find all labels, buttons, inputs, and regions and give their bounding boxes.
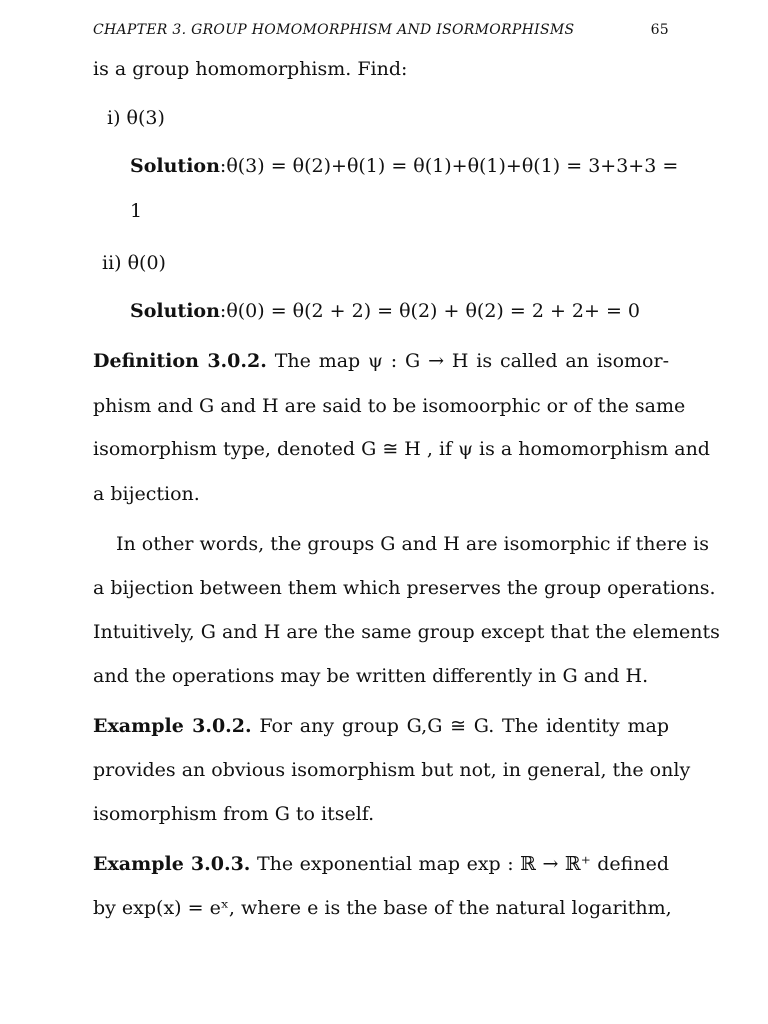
item-2-solution — [130, 299, 669, 323]
intro-line: is a group homomorphism. Find: — [93, 58, 408, 80]
solution-text: :θ(3) = θ(2)+θ(1) = θ(1)+θ(1)+θ(1) = 3+3+3 = — [219, 155, 679, 177]
item-1-label: i) θ(3) — [107, 107, 165, 129]
example-2-line-1: Example 3.0.3. The exponential map exp : ℝ → ℝ⁺ defined — [93, 853, 669, 875]
example-label: Example 3.0.3. — [93, 853, 251, 875]
definition-line-2: phism and G and H are said to be isomoorphic or of the same — [93, 395, 686, 417]
definition-line-4: a bijection. — [93, 483, 200, 505]
paragraph-line-3: Intuitively, G and H are the same group except that the elements — [93, 621, 720, 643]
item-2-label: ii) θ(0) — [102, 252, 166, 274]
solution-label: Solution — [130, 300, 220, 322]
solution-text: :θ(0) = θ(2 + 2) = θ(2) + θ(2) = 2 + 2+ = 0 — [219, 300, 640, 322]
chapter-title: CHAPTER 3. GROUP HOMOMORPHISM AND ISORMORPHISMS — [93, 22, 575, 38]
paragraph-line-4: and the operations may be written differently in G and H. — [93, 665, 649, 687]
definition-label: Definition 3.0.2. — [93, 350, 267, 372]
paragraph-line-1: In other words, the groups G and H are isomorphic if there is — [116, 533, 709, 555]
example-2-line-2: by exp(x) = eˣ, where e is the base of the natural logarithm, — [93, 897, 672, 919]
page-number: 65 — [650, 22, 669, 38]
example-label: Example 3.0.2. — [93, 715, 252, 737]
item-1-solution-cont: 1 — [130, 200, 143, 222]
solution-label: Solution — [130, 155, 220, 177]
example-1-line-1: Example 3.0.2. For any group G,G ≅ G. The identity map — [93, 715, 669, 737]
definition-line-1: Definition 3.0.2. The map ψ : G → H is called an isomor- — [93, 350, 669, 372]
running-header — [93, 22, 669, 42]
example-1-line-3: isomorphism from G to itself. — [93, 803, 375, 825]
item-1-solution — [130, 154, 679, 178]
paragraph-line-2: a bijection between them which preserves the group operations. — [93, 577, 716, 599]
definition-line-3: isomorphism type, denoted G ≅ H , if ψ is a homomorphism and — [93, 438, 710, 460]
example-1-line-2: provides an obvious isomorphism but not, in general, the only — [93, 759, 691, 781]
